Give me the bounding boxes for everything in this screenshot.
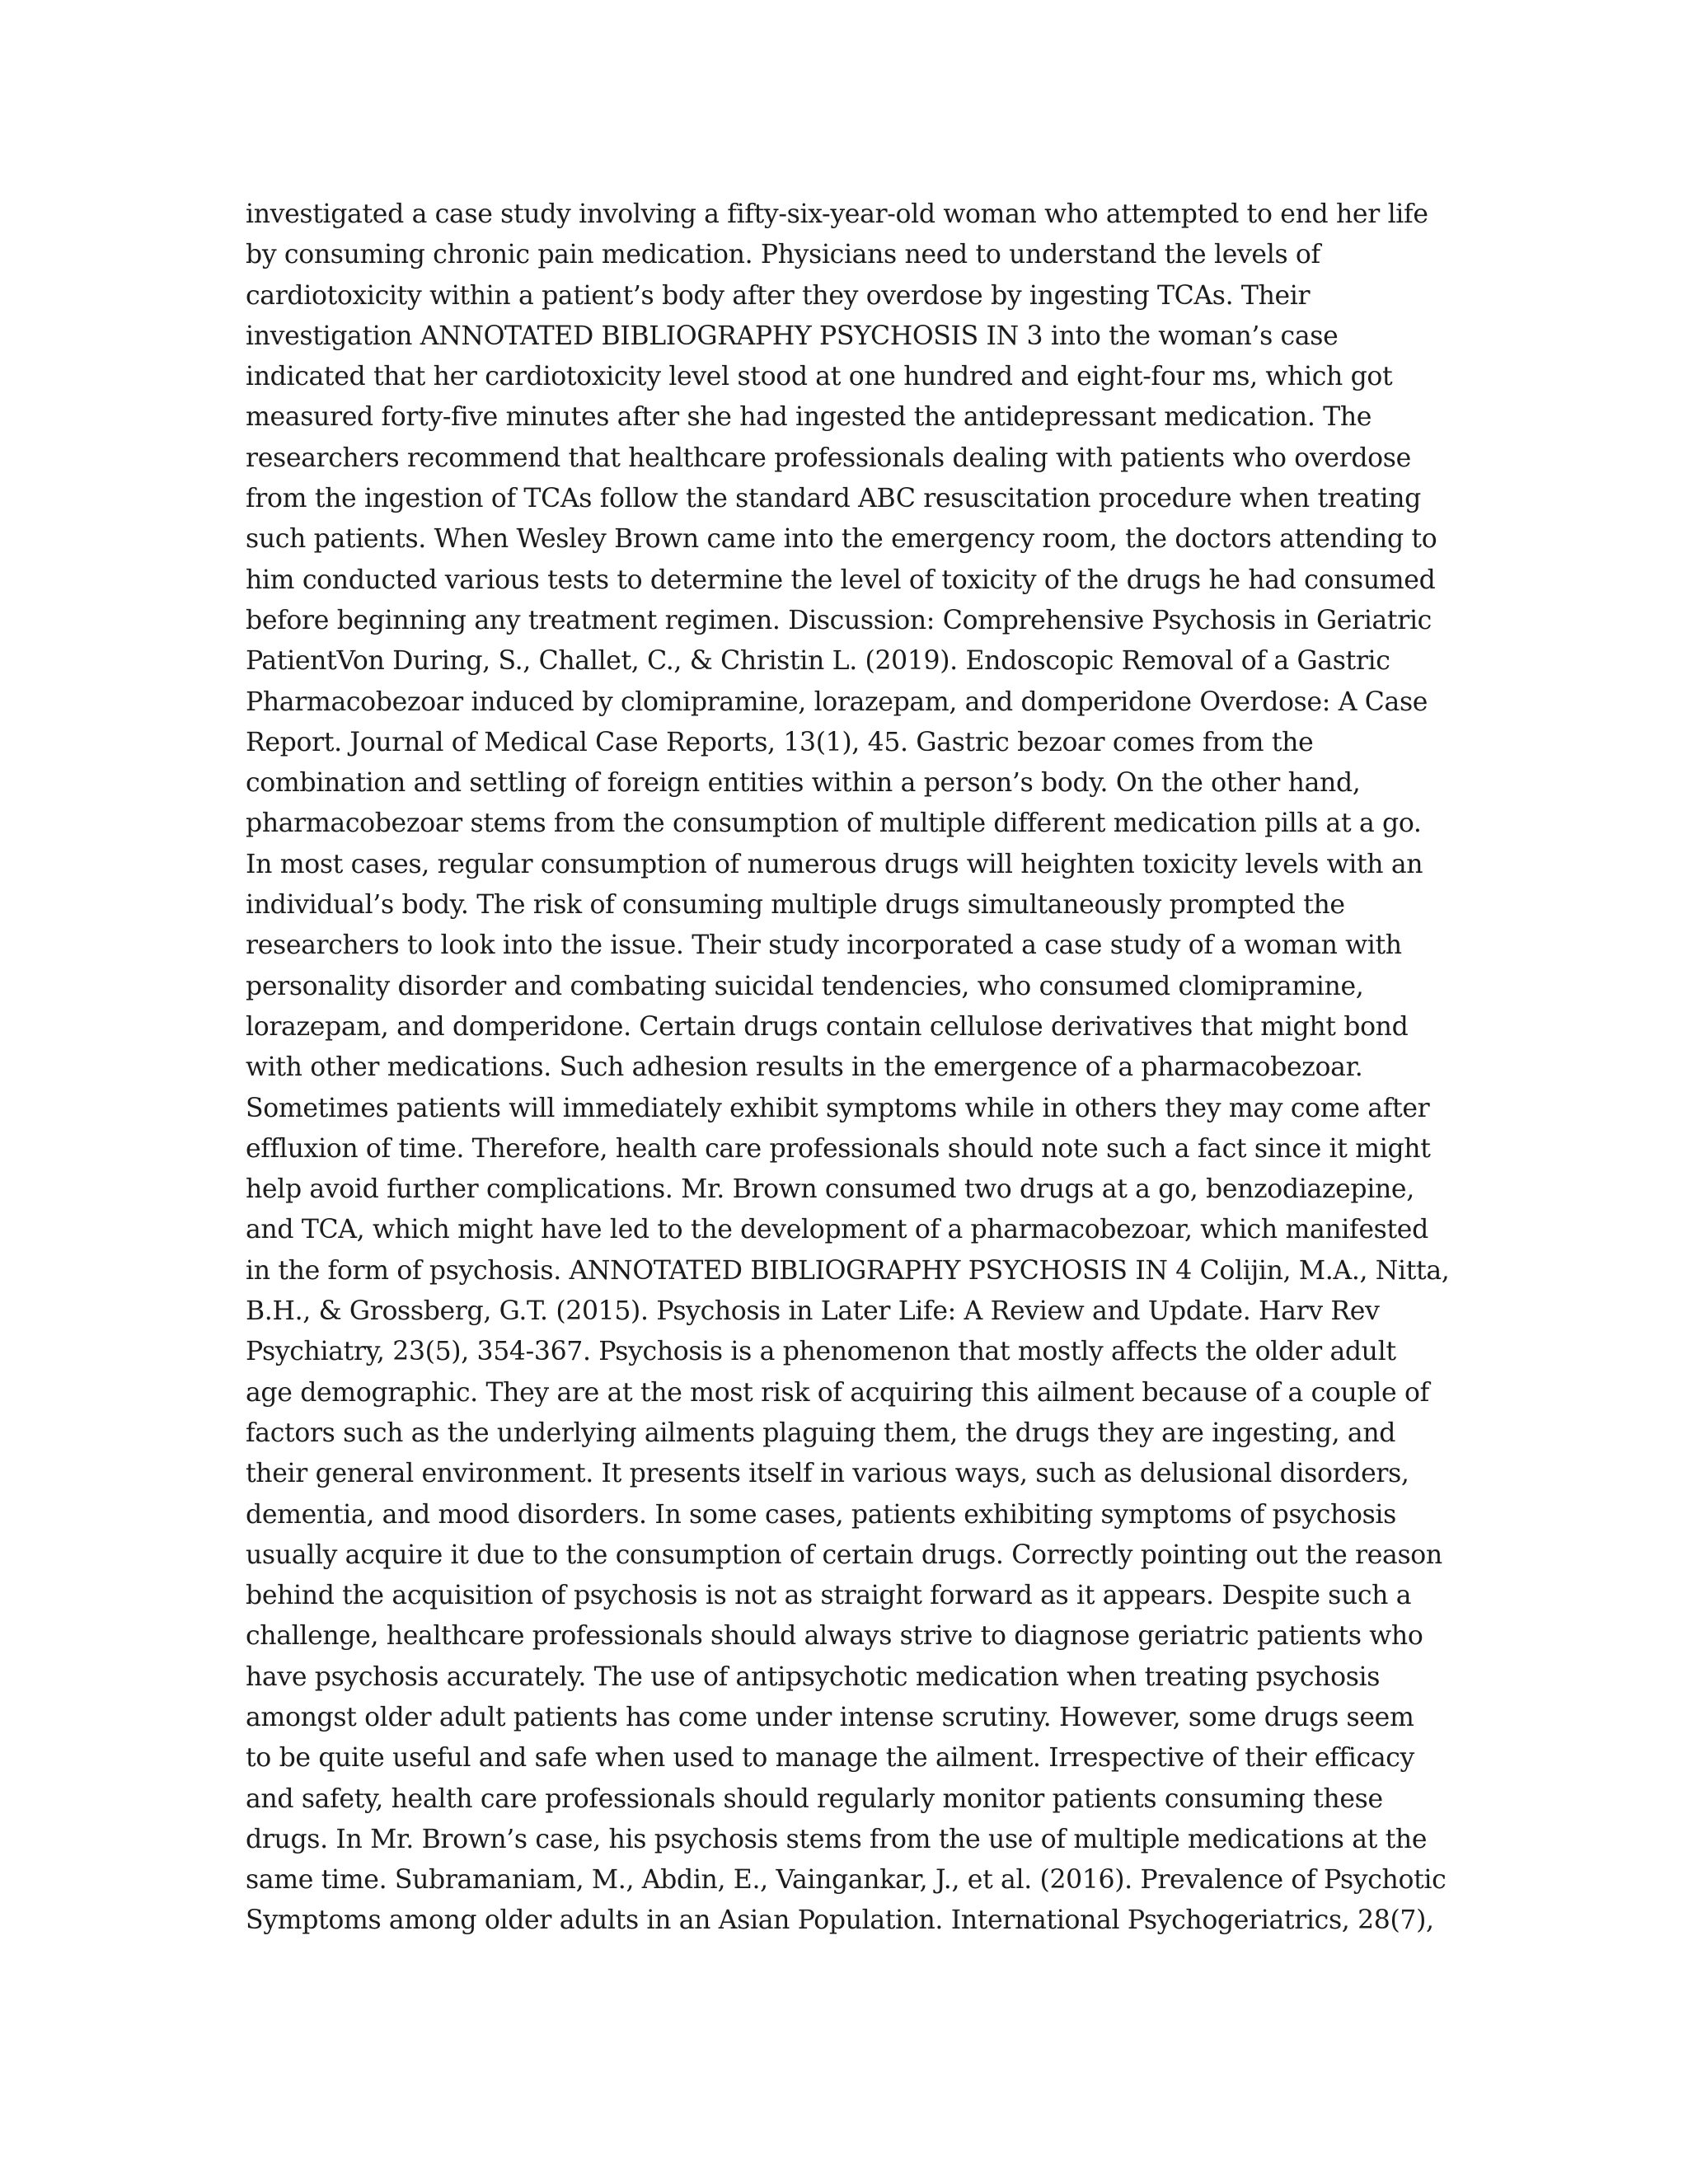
text-line: Sometimes patients will immediately exhibit symptoms while in others they may come after <box>246 1093 1430 1123</box>
text-line: combination and settling of foreign entities within a person’s body. On the other hand, <box>246 768 1361 799</box>
text-line: to be quite useful and safe when used to manage the ailment. Irrespective of their efficacy <box>246 1743 1414 1774</box>
text-line: individual’s body. The risk of consuming multiple drugs simultaneously prompted the <box>246 890 1345 921</box>
text-line: age demographic. They are at the most risk of acquiring this ailment because of a couple of <box>246 1377 1429 1408</box>
text-line: Psychiatry, 23(5), 354-367. Psychosis is a phenomenon that mostly affects the older adult <box>246 1337 1396 1367</box>
text-line: B.H., & Grossberg, G.T. (2015). Psychosis in Later Life: A Review and Update. Harv Rev <box>246 1296 1380 1327</box>
text-line: amongst older adult patients has come under intense scrutiny. However, some drugs seem <box>246 1702 1414 1732</box>
text-line: before beginning any treatment regimen. Discussion: Comprehensive Psychosis in Geriatric <box>246 605 1432 635</box>
text-line: him conducted various tests to determine the level of toxicity of the drugs he had consumed <box>246 565 1436 595</box>
text-line: help avoid further complications. Mr. Brown consumed two drugs at a go, benzodiazepine, <box>246 1174 1414 1205</box>
text-line: challenge, healthcare professionals should always strive to diagnose geriatric patients who <box>246 1621 1423 1652</box>
text-line: usually acquire it due to the consumption of certain drugs. Correctly pointing out the reason <box>246 1540 1442 1570</box>
text-line: Symptoms among older adults in an Asian Population. International Psychogeriatrics, 28(7), <box>246 1905 1434 1936</box>
text-line: indicated that her cardiotoxicity level stood at one hundred and eight-four ms, which got <box>246 362 1393 392</box>
text-line: same time. Subramaniam, M., Abdin, E., Vaingankar, J., et al. (2016). Prevalence of Psychotic <box>246 1865 1447 1896</box>
text-line: investigated a case study involving a fifty-six-year-old woman who attempted to end her life <box>246 199 1428 229</box>
text-line: personality disorder and combating suicidal tendencies, who consumed clomipramine, <box>246 971 1364 1001</box>
text-line: cardiotoxicity within a patient’s body after they overdose by ingesting TCAs. Their <box>246 280 1311 311</box>
text-line: drugs. In Mr. Brown’s case, his psychosis stems from the use of multiple medications at the <box>246 1824 1428 1854</box>
text-line: effluxion of time. Therefore, health care professionals should note such a fact since it might <box>246 1133 1431 1164</box>
text-line: in the form of psychosis. ANNOTATED BIBLIOGRAPHY PSYCHOSIS IN 4 Colijin, M.A., Nitta, <box>246 1255 1450 1286</box>
text-line: such patients. When Wesley Brown came into the emergency room, the doctors attending to <box>246 524 1437 555</box>
text-line: investigation ANNOTATED BIBLIOGRAPHY PSYCHOSIS IN 3 into the woman’s case <box>246 321 1339 351</box>
text-line: Pharmacobezoar induced by clomipramine, lorazepam, and domperidone Overdose: A Case <box>246 687 1428 717</box>
text-line: factors such as the underlying ailments plaguing them, the drugs they are ingesting, and <box>246 1418 1396 1448</box>
text-line: from the ingestion of TCAs follow the standard ABC resuscitation procedure when treating <box>246 484 1421 514</box>
text-line: with other medications. Such adhesion results in the emergence of a pharmacobezoar. <box>246 1052 1363 1083</box>
text-line: measured forty-five minutes after she had ingested the antidepressant medication. The <box>246 402 1372 433</box>
text-line: and TCA, which might have led to the development of a pharmacobezoar, which manifested <box>246 1215 1428 1245</box>
text-line: PatientVon During, S., Challet, C., & Christin L. (2019). Endoscopic Removal of a Gastric <box>246 646 1390 677</box>
text-line: In most cases, regular consumption of numerous drugs will heighten toxicity levels with an <box>246 849 1423 879</box>
text-line: and safety, health care professionals should regularly monitor patients consuming these <box>246 1783 1383 1814</box>
text-line: by consuming chronic pain medication. Physicians need to understand the levels of <box>246 240 1320 270</box>
text-line: lorazepam, and domperidone. Certain drugs contain cellulose derivatives that might bond <box>246 1011 1409 1042</box>
text-line: researchers recommend that healthcare professionals dealing with patients who overdose <box>246 443 1411 473</box>
text-line: pharmacobezoar stems from the consumption of multiple different medication pills at a go. <box>246 808 1422 839</box>
text-line: dementia, and mood disorders. In some cases, patients exhibiting symptoms of psychosis <box>246 1499 1396 1530</box>
text-line: have psychosis accurately. The use of antipsychotic medication when treating psychosis <box>246 1661 1381 1692</box>
text-line: Report. Journal of Medical Case Reports, 13(1), 45. Gastric bezoar comes from the <box>246 727 1314 757</box>
body-text <box>246 194 1449 1942</box>
text-line: researchers to look into the issue. Their study incorporated a case study of a woman with <box>246 930 1402 961</box>
text-line: behind the acquisition of psychosis is not as straight forward as it appears. Despite such a <box>246 1581 1412 1611</box>
text-line: their general environment. It presents itself in various ways, such as delusional disorders, <box>246 1459 1409 1489</box>
